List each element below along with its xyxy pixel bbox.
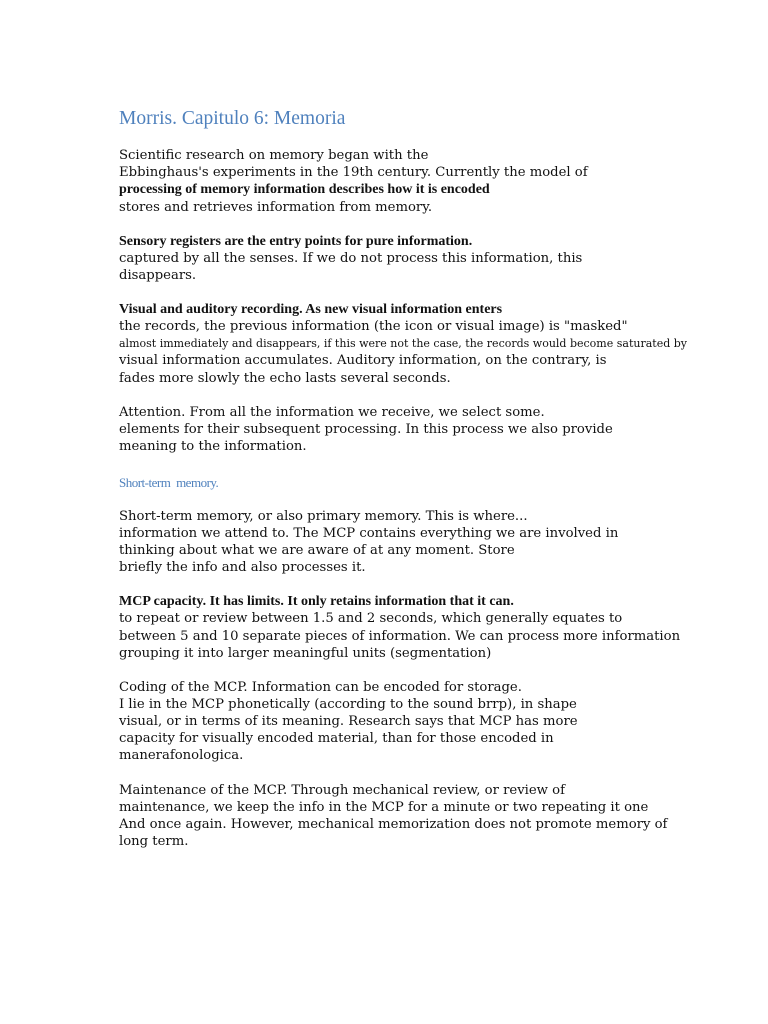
paragraph-line: fades more slowly the echo lasts several seconds. bbox=[119, 371, 451, 386]
paragraph-line: meaning to the information. bbox=[119, 439, 307, 454]
paragraph-line: briefly the info and also processes it. bbox=[119, 560, 366, 575]
paragraph-line: stores and retrieves information from memory. bbox=[119, 200, 433, 215]
paragraph-line-bold: MCP capacity. It has limits. It only retains information that it can. bbox=[119, 594, 514, 609]
paragraph-line: Attention. From all the information we receive, we select some. bbox=[119, 405, 545, 420]
paragraph-line-bold: Visual and auditory recording. As new visual information enters bbox=[119, 302, 503, 317]
paragraph-line: Scientific research on memory began with the bbox=[119, 148, 429, 163]
paragraph-line: maintenance, we keep the info in the MCP for a minute or two repeating it one bbox=[119, 800, 649, 815]
page-title: Morris. Capitulo 6: Memoria bbox=[119, 108, 346, 129]
paragraph-line: long term. bbox=[119, 834, 189, 849]
paragraph-line: the records, the previous information (the icon or visual image) is "masked" bbox=[119, 319, 628, 334]
paragraph-line: capacity for visually encoded material, than for those encoded in bbox=[119, 731, 554, 746]
paragraph-line: visual, or in terms of its meaning. Research says that MCP has more bbox=[119, 714, 578, 729]
paragraph-line: information we attend to. The MCP contains everything we are involved in bbox=[119, 526, 619, 541]
paragraph-line: captured by all the senses. If we do not process this information, this bbox=[119, 251, 583, 266]
paragraph-line: grouping it into larger meaningful units (segmentation) bbox=[119, 646, 492, 661]
paragraph-line: Coding of the MCP. Information can be encoded for storage. bbox=[119, 680, 522, 695]
paragraph-line-bold: processing of memory information describes how it is encoded bbox=[119, 182, 490, 197]
paragraph-line: to repeat or review between 1.5 and 2 seconds, which generally equates to bbox=[119, 611, 623, 626]
paragraph-line: between 5 and 10 separate pieces of information. We can process more information bbox=[119, 629, 681, 644]
paragraph-line: Maintenance of the MCP. Through mechanical review, or review of bbox=[119, 783, 565, 798]
paragraph-line-bold: Sensory registers are the entry points for pure information. bbox=[119, 234, 473, 249]
paragraph-line: disappears. bbox=[119, 268, 197, 283]
paragraph-line-small: almost immediately and disappears, if this were not the case, the records would become saturated by bbox=[119, 337, 687, 350]
paragraph-line: Short-term memory, or also primary memory. This is where... bbox=[119, 509, 528, 524]
paragraph-line: Ebbinghaus's experiments in the 19th century. Currently the model of bbox=[119, 165, 588, 180]
paragraph-line: I lie in the MCP phonetically (according to the sound brrp), in shape bbox=[119, 697, 577, 712]
paragraph-line: visual information accumulates. Auditory information, on the contrary, is bbox=[119, 353, 607, 368]
paragraph-line: elements for their subsequent processing. In this process we also provide bbox=[119, 422, 613, 437]
paragraph-line: thinking about what we are aware of at any moment. Store bbox=[119, 543, 515, 558]
section-heading: Short-term memory. bbox=[119, 475, 219, 490]
paragraph-line: And once again. However, mechanical memorization does not promote memory of bbox=[119, 817, 668, 832]
paragraph-line: manerafonologica. bbox=[119, 748, 244, 763]
